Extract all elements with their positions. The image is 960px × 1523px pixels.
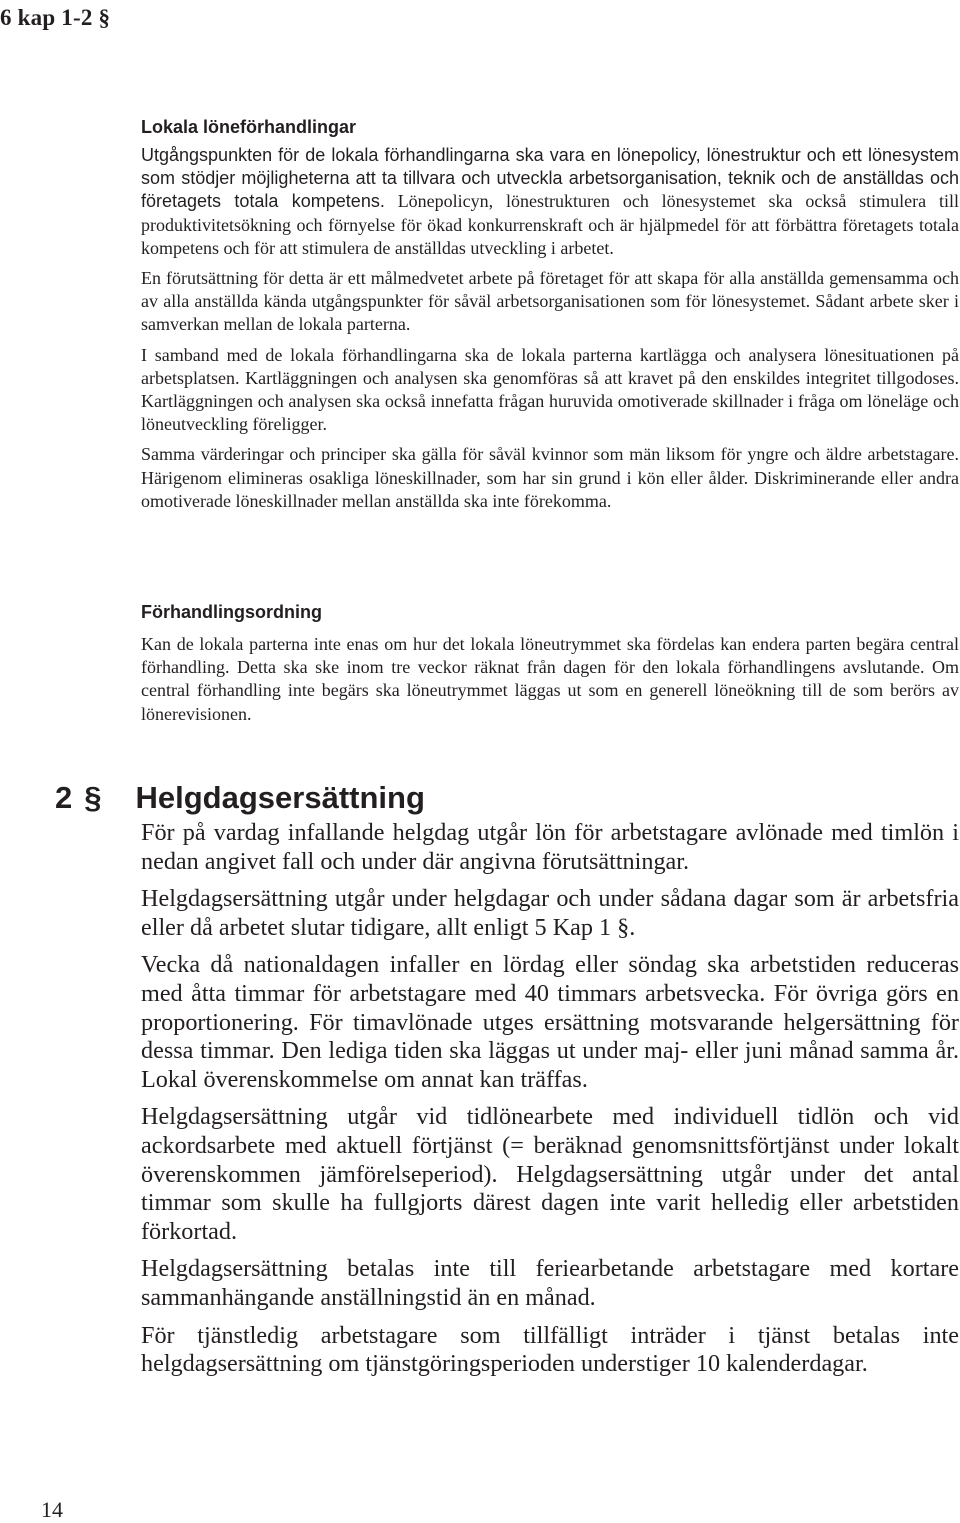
page-number: 14 — [41, 1497, 63, 1522]
paragraph: För på vardag infallande helgdag utgår lön för arbetstagare avlönade med timlön i nedan angivet fall och under där angivna förutsättningar. — [141, 819, 959, 875]
section-title: Helgdagsersättning — [135, 780, 425, 815]
section-heading: Lokala löneförhandlingar — [141, 117, 357, 137]
section-sign: § — [84, 780, 102, 815]
paragraph: För tjänstledig arbetstagare som tillfälligt inträder i tjänst betalas inte helgdagsersättning om tjänstgöringsperioden understiger 10 kalenderdagar. — [141, 1321, 959, 1378]
section-negotiation-procedure — [141, 601, 959, 726]
running-header: 6 kap 1-2 § — [0, 5, 111, 30]
paragraph-sans-part: Utgångspunkten för de lokala förhandlingarna ska vara en lönepolicy, lönestruktur och ett lönesystem som stödjer möjligheterna att ta tillvara och utveckla arbetsorganisation, teknik och de anställdas och företagets totala kompetens. — [141, 145, 959, 212]
paragraph — [141, 144, 959, 260]
paragraph: En förutsättning för detta är ett målmedvetet arbete på företaget för att skapa för alla anställda gemensamma och av alla anställda kända utgångspunkter för såväl arbetsorganisationen som för lönesystemet. Sådant arbete sker i samverkan mellan de lokala parterna. — [141, 268, 959, 335]
paragraph: Helgdagsersättning betalas inte till feriearbetande arbetstagare med kortare sammanhängande anställningstid än en månad. — [141, 1255, 959, 1311]
paragraph: Vecka då nationaldagen infaller en lördag eller söndag ska arbetstiden reduceras med åtta timmar för arbetstagare med 40 timmars arbetsvecka. För övriga görs en proportionering. För timavlönade utges ersättning motsvarande helgersättning för dessa timmar. Den lediga tiden ska läggas ut under maj- eller juni månad samma år. Lokal överenskommelse om annat kan träffas. — [141, 951, 959, 1093]
paragraph-heading — [55, 778, 425, 818]
paragraph: I samband med de lokala förhandlingarna ska de lokala parterna kartlägga och analysera lönesituationen på arbetsplatsen. Kartläggningen och analysen ska genomföras så att kravet på den enskildes integritet tillgodoses. Kartläggningen och analysen ska också innefatta frågan huruvida omotiverade skillnader i fråga om löneläge och löneutveckling föreligger. — [141, 344, 959, 435]
section-number: 2 — [55, 780, 73, 815]
section-holiday-compensation — [141, 819, 959, 1379]
section-local-negotiations — [141, 116, 959, 513]
paragraph-serif-part: Lönepolicyn, lönestrukturen och lönesystemet ska också stimulera till produktivitetsökning och förnyelse för ökad konkurrenskraft och är hjälpmedel för att förbättra företagets totala kompetens och för att stimulera de anställdas utveckling i arbetet. — [141, 191, 960, 258]
paragraph: Helgdagsersättning utgår vid tidlönearbete med individuell tidlön och vid ackordsarbete med aktuell förtjänst (= beräknad genomsnittsförtjänst under lokalt överenskommen jämförelseperiod). Helgdagsersättning utgår under det antal timmar som skulle ha fullgjorts därest dagen inte varit helledig eller arbetstiden förkortad. — [141, 1103, 959, 1245]
paragraph: Helgdagsersättning utgår under helgdagar och under sådana dagar som är arbetsfria eller då arbetet slutar tidigare, allt enligt 5 Kap 1 §. — [141, 885, 959, 941]
section-heading: Förhandlingsordning — [141, 602, 322, 622]
paragraph: Samma värderingar och principer ska gälla för såväl kvinnor som män liksom för yngre och äldre arbetstagare. Härigenom elimineras osakliga löneskillnader, som har sin grund i kön eller ålder. Diskriminerande eller andra omotiverade löneskillnader mellan anställda ska inte förekomma. — [141, 444, 959, 511]
paragraph: Kan de lokala parterna inte enas om hur det lokala löneutrymmet ska fördelas kan endera parten begära central förhandling. Detta ska ske inom tre veckor räknat från dagen för den lokala förhandlingens avslutande. Om central förhandling inte begärs ska löneutrymmet läggas ut som en generell löneökning till de som berörs av lönerevisionen. — [141, 634, 959, 724]
